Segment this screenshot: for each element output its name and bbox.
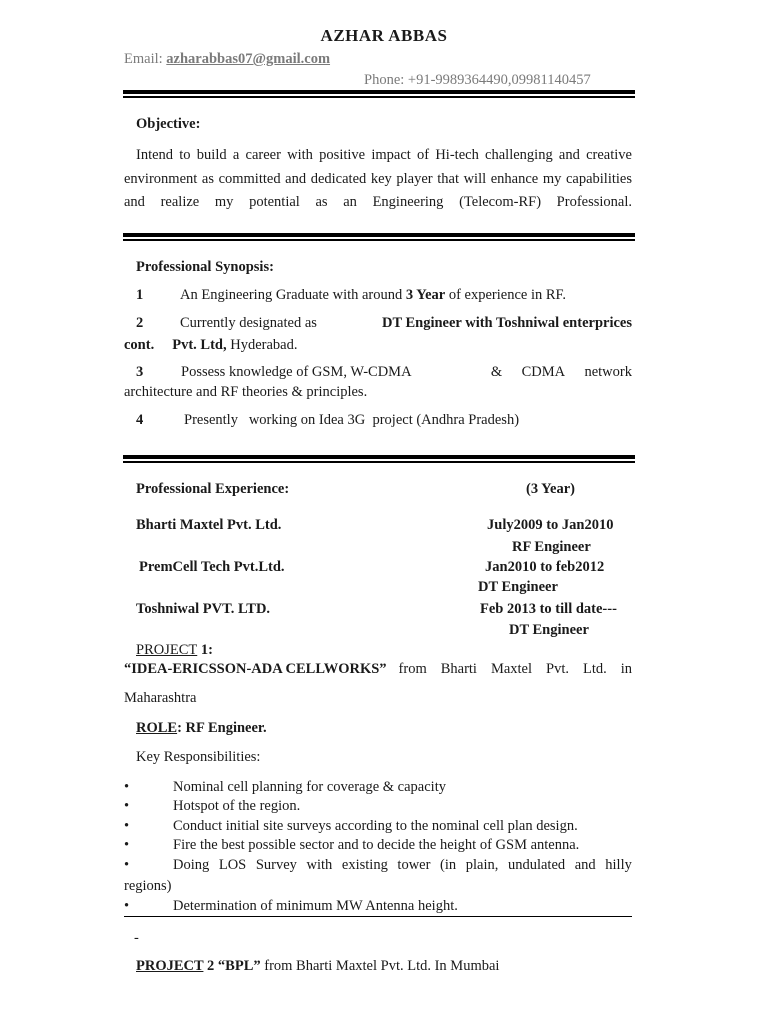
list-item-text: Conduct initial site surveys according to the nominal cell plan design.: [173, 818, 578, 834]
synopsis-num: 2: [136, 315, 144, 331]
synopsis-item: [136, 315, 632, 332]
project-title: “IDEA-ERICSSON-ADA CELLWORKS”: [124, 661, 387, 677]
synopsis-item-cont: architecture and RF theories & principles.: [124, 384, 368, 400]
email-label: Email:: [124, 51, 167, 67]
list-item-text: Hotspot of the region.: [173, 798, 301, 814]
synopsis-text: Currently designated as: [180, 315, 317, 331]
synopsis-emphasis: cont.: [124, 337, 155, 353]
job-period: Jan2010 to feb2012: [485, 559, 605, 575]
objective-heading: Objective:: [136, 116, 201, 132]
project-heading: [136, 642, 213, 659]
responsibilities-heading: Key Responsibilities:: [136, 749, 261, 765]
phone-line: Phone: +91-9989364490,09981140457: [364, 72, 591, 88]
project-number: 1:: [197, 642, 213, 658]
job-role: RF Engineer: [512, 539, 591, 555]
synopsis-heading: Professional Synopsis:: [136, 259, 274, 275]
list-item: [124, 837, 632, 854]
bullet-icon: •: [124, 857, 130, 873]
bullet-icon: •: [124, 798, 130, 814]
synopsis-item-cont: [124, 337, 297, 354]
section-divider: [123, 233, 635, 241]
synopsis-item: [136, 412, 519, 429]
company-name: Toshniwal PVT. LTD.: [136, 601, 271, 617]
synopsis-text: Presently working on Idea 3G project (Andhra Pradesh): [184, 412, 520, 428]
synopsis-num: 4: [136, 412, 144, 428]
project-heading: [136, 958, 499, 975]
job-role: DT Engineer: [509, 622, 589, 638]
synopsis-num: 3: [136, 364, 144, 380]
synopsis-text: Possess knowledge of GSM, W-CDMA: [181, 364, 412, 380]
synopsis-num: 1: [136, 287, 144, 303]
synopsis-text: Hyderabad.: [226, 337, 298, 353]
company-name: Bharti Maxtel Pvt. Ltd.: [136, 517, 282, 533]
project-from: from Bharti Maxtel Pvt. Ltd. In Mumbai: [260, 958, 500, 974]
role-line: [136, 720, 267, 737]
synopsis-text: network: [584, 364, 632, 380]
project-label: PROJECT: [136, 958, 204, 974]
bullet-icon: •: [124, 837, 130, 853]
synopsis-text: &: [490, 364, 503, 380]
list-item-text: Fire the best possible sector and to decide the height of GSM antenna.: [173, 837, 580, 853]
synopsis-item: [136, 364, 632, 381]
list-item-cont: regions): [124, 878, 172, 894]
project-label: PROJECT: [136, 642, 198, 658]
objective-text: Intend to build a career with positive impact of Hi-tech challenging and creative environment as committed and dedicated key player that will enhance my capabilities and realize my potential as an Engineering (Telecom-RF) Professional.: [124, 147, 632, 210]
experience-heading: Professional Experience:: [136, 481, 290, 497]
list-item-text: Determination of minimum MW Antenna height.: [173, 898, 458, 914]
dash-mark: -: [134, 930, 139, 946]
list-item: [124, 798, 632, 815]
candidate-name: AZHAR ABBAS: [320, 26, 448, 45]
project-number: 2: [203, 958, 218, 974]
email-line: [124, 51, 330, 68]
synopsis-emphasis: 3 Year: [405, 287, 446, 303]
synopsis-emphasis: Pvt. Ltd,: [172, 337, 227, 353]
project-title-line: “IDEA-ERICSSON-ADA CELLWORKS” from Bharti Maxtel Pvt. Ltd. in: [124, 661, 632, 677]
section-divider: [123, 455, 635, 463]
section-divider: [123, 90, 635, 98]
email-link[interactable]: azharabbas07@gmail.com: [166, 51, 331, 67]
synopsis-text: of experience in RF.: [445, 287, 567, 303]
role-label: ROLE: [136, 720, 178, 736]
list-item: [124, 898, 632, 917]
synopsis-item: [136, 287, 636, 304]
synopsis-text: CDMA: [521, 364, 566, 380]
bullet-icon: •: [124, 779, 130, 795]
project-location: Maharashtra: [124, 690, 197, 706]
bullet-icon: •: [124, 818, 130, 834]
job-period: July2009 to Jan2010: [487, 517, 614, 533]
role-value: : RF Engineer.: [177, 720, 267, 736]
list-item: [124, 818, 632, 835]
project-title: “BPL”: [217, 958, 261, 974]
experience-total: (3 Year): [526, 481, 575, 497]
job-period: Feb 2013 to till date---: [480, 601, 617, 617]
company-name: PremCell Tech Pvt.Ltd.: [139, 559, 285, 575]
list-item: [124, 779, 632, 796]
bullet-icon: •: [124, 898, 130, 914]
synopsis-text: An Engineering Graduate with around: [180, 287, 406, 303]
synopsis-emphasis: DT Engineer with Toshniwal enterprices: [381, 315, 632, 331]
job-role: DT Engineer: [478, 579, 558, 595]
list-item-text: Nominal cell planning for coverage & capacity: [173, 779, 446, 795]
list-item: • Doing LOS Survey with existing tower (in plain, undulated and hilly: [124, 857, 632, 873]
